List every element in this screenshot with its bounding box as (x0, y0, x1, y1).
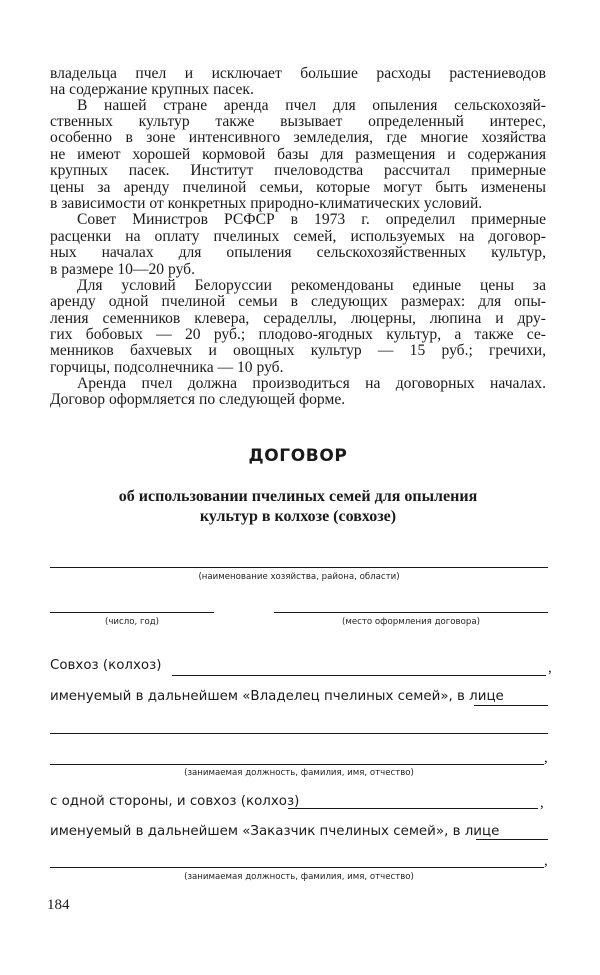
farm-name-caption: (наименование хозяйства, района, области) (198, 572, 400, 582)
date-caption: (число, год) (104, 617, 160, 627)
text-line: гих бобовых — 20 руб.; плодово-ягодных культур, а также се- (50, 326, 546, 343)
customer-rep-position-line[interactable] (50, 867, 544, 868)
contract-subtitle-line-1: об использовании пчелиных семей для опыления (118, 488, 478, 505)
customer-label: именуемый в дальнейшем «Заказчик пчелиных семей», в лице (50, 824, 500, 839)
text-line: аренду одной пчелиной семьи в следующих размерах: для опы- (50, 293, 546, 310)
text-line: Договор оформляется по следующей форме. (50, 391, 346, 408)
text-line: ных началах для опыления сельскохозяйственных культур, (50, 244, 546, 261)
contract-title: ДОГОВОР (248, 446, 348, 466)
owner-rep-continuation-line[interactable] (50, 733, 548, 734)
place-line[interactable] (274, 612, 548, 613)
owner-label: именуемый в дальнейшем «Владелец пчелиных семей», в лице (50, 689, 504, 704)
comma: , (544, 750, 548, 766)
date-line[interactable] (50, 612, 214, 613)
comma: , (540, 795, 544, 811)
text-line: В нашей стране аренда пчел для опыления сельскохозяй- (77, 97, 546, 114)
other-side-label: с одной стороны, и совхоз (колхоз) (50, 794, 300, 809)
text-line: в размере 10—20 руб. (50, 261, 196, 278)
contract-subtitle-line-2: культур в колхозе (совхозе) (199, 508, 397, 525)
text-line: цены за аренду пчелиной семьи, которые могут быть изменены (50, 179, 546, 196)
text-line: Для условий Белоруссии рекомендованы единые цены за (77, 277, 546, 294)
text-line: в зависимости от конкретных природно-климатических условий. (50, 195, 483, 212)
text-line: особенно в зоне интенсивного земледелия, где многие хозяйства (50, 129, 546, 146)
other-sovkhoz-input-line[interactable] (288, 808, 538, 809)
sovkhoz-input-line[interactable] (172, 675, 546, 676)
customer-position-caption: (занимаемая должность, фамилия, имя, отчество) (184, 872, 414, 882)
text-line: ственных культур также вызывает определенный интерес, (50, 113, 546, 130)
sovkhoz-label: Совхоз (колхоз) (50, 658, 162, 673)
page-number: 184 (47, 897, 70, 913)
comma: , (544, 853, 548, 869)
comma: , (548, 660, 552, 676)
text-line: владельца пчел и исключает большие расходы растениеводов (50, 65, 546, 82)
text-line: Совет Министров РСФСР в 1973 г. определил примерные (77, 211, 546, 228)
place-caption: (место оформления договора) (342, 617, 480, 627)
text-line: менников бахчевых и овощных культур — 15 руб.; гречихи, (50, 342, 546, 359)
text-line: крупных пасек. Институт пчеловодства рассчитал примерные (50, 162, 546, 179)
owner-rep-input-line[interactable] (474, 705, 548, 706)
text-line: горчицы, подсолнечника — 10 руб. (50, 359, 284, 376)
text-line: ления семенников клевера, сераделлы, люцерны, люпина и дру- (50, 310, 546, 327)
customer-rep-input-line[interactable] (476, 839, 548, 840)
farm-name-line[interactable] (50, 567, 548, 568)
text-line: не имеют хорошей кормовой базы для размещения и содержания (50, 146, 546, 163)
text-line: расценки на оплату пчелиных семей, используемых на договор- (50, 228, 546, 245)
text-line: на содержание крупных пасек. (50, 81, 254, 98)
owner-rep-position-line[interactable] (50, 764, 544, 765)
text-line: Аренда пчел должна производиться на договорных началах. (77, 375, 546, 392)
owner-position-caption: (занимаемая должность, фамилия, имя, отчество) (184, 768, 414, 778)
